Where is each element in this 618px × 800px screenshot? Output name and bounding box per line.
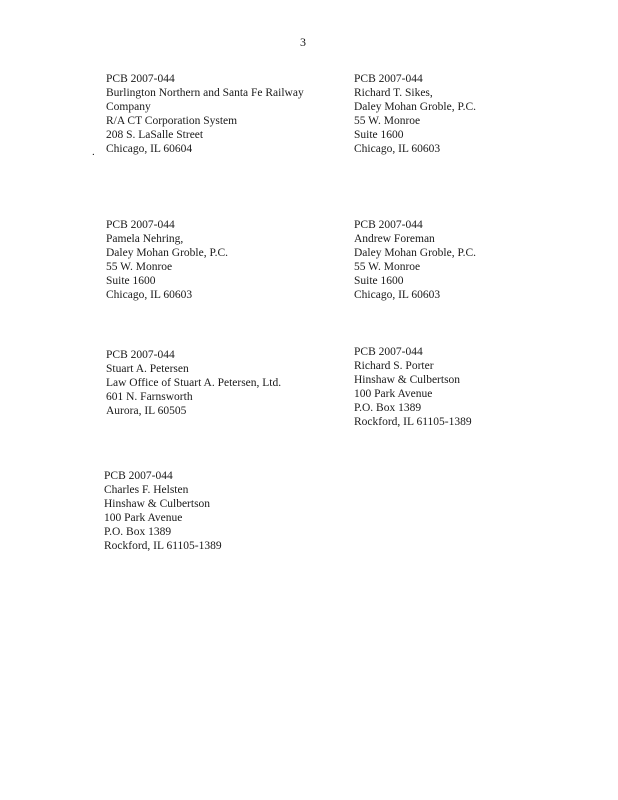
stray-mark: . — [92, 146, 95, 158]
city-state-zip: Chicago, IL 60603 — [354, 143, 441, 155]
street-address: 55 W. Monroe — [354, 115, 421, 127]
case-number: PCB 2007-044 — [104, 470, 173, 482]
street-address: 100 Park Avenue — [104, 512, 183, 524]
suite: Suite 1600 — [354, 275, 404, 287]
service-address-block — [354, 218, 476, 302]
recipient-name-continued: Company — [106, 101, 151, 113]
service-address-block — [104, 469, 222, 553]
service-address-block — [106, 72, 304, 156]
firm-name: Law Office of Stuart A. Petersen, Ltd. — [106, 377, 282, 389]
registered-agent: R/A CT Corporation System — [106, 115, 238, 127]
recipient-name: Stuart A. Petersen — [106, 363, 189, 375]
page-number: 3 — [300, 35, 306, 49]
case-number: PCB 2007-044 — [106, 219, 175, 231]
suite: Suite 1600 — [106, 275, 156, 287]
service-address-block — [106, 348, 281, 418]
case-number: PCB 2007-044 — [354, 346, 423, 358]
recipient-name: Richard T. Sikes, — [354, 87, 433, 99]
firm-name: Daley Mohan Groble, P.C. — [106, 247, 229, 259]
case-number: PCB 2007-044 — [354, 219, 423, 231]
city-state-zip: Chicago, IL 60604 — [106, 143, 193, 155]
case-number: PCB 2007-044 — [106, 349, 175, 361]
street-address: 55 W. Monroe — [354, 261, 421, 273]
street-address: 601 N. Farnsworth — [106, 391, 193, 403]
firm-name: Hinshaw & Culbertson — [354, 374, 461, 386]
case-number: PCB 2007-044 — [354, 73, 423, 85]
service-address-block — [354, 345, 472, 429]
street-address: 208 S. LaSalle Street — [106, 129, 204, 141]
firm-name: Daley Mohan Groble, P.C. — [354, 247, 477, 259]
firm-name: Daley Mohan Groble, P.C. — [354, 101, 477, 113]
city-state-zip: Chicago, IL 60603 — [106, 289, 193, 301]
recipient-name: Andrew Foreman — [354, 233, 435, 245]
po-box: P.O. Box 1389 — [104, 526, 172, 538]
street-address: 55 W. Monroe — [106, 261, 173, 273]
city-state-zip: Rockford, IL 61105-1389 — [104, 540, 222, 552]
po-box: P.O. Box 1389 — [354, 402, 422, 414]
recipient-name: Charles F. Helsten — [104, 484, 189, 496]
city-state-zip: Aurora, IL 60505 — [106, 405, 187, 417]
firm-name: Hinshaw & Culbertson — [104, 498, 211, 510]
city-state-zip: Chicago, IL 60603 — [354, 289, 441, 301]
service-address-block — [106, 218, 228, 302]
suite: Suite 1600 — [354, 129, 404, 141]
service-address-block — [354, 72, 476, 156]
case-number: PCB 2007-044 — [106, 73, 175, 85]
city-state-zip: Rockford, IL 61105-1389 — [354, 416, 472, 428]
street-address: 100 Park Avenue — [354, 388, 433, 400]
recipient-name: Burlington Northern and Santa Fe Railway — [106, 87, 304, 99]
recipient-name: Pamela Nehring, — [106, 233, 184, 245]
recipient-name: Richard S. Porter — [354, 360, 434, 372]
